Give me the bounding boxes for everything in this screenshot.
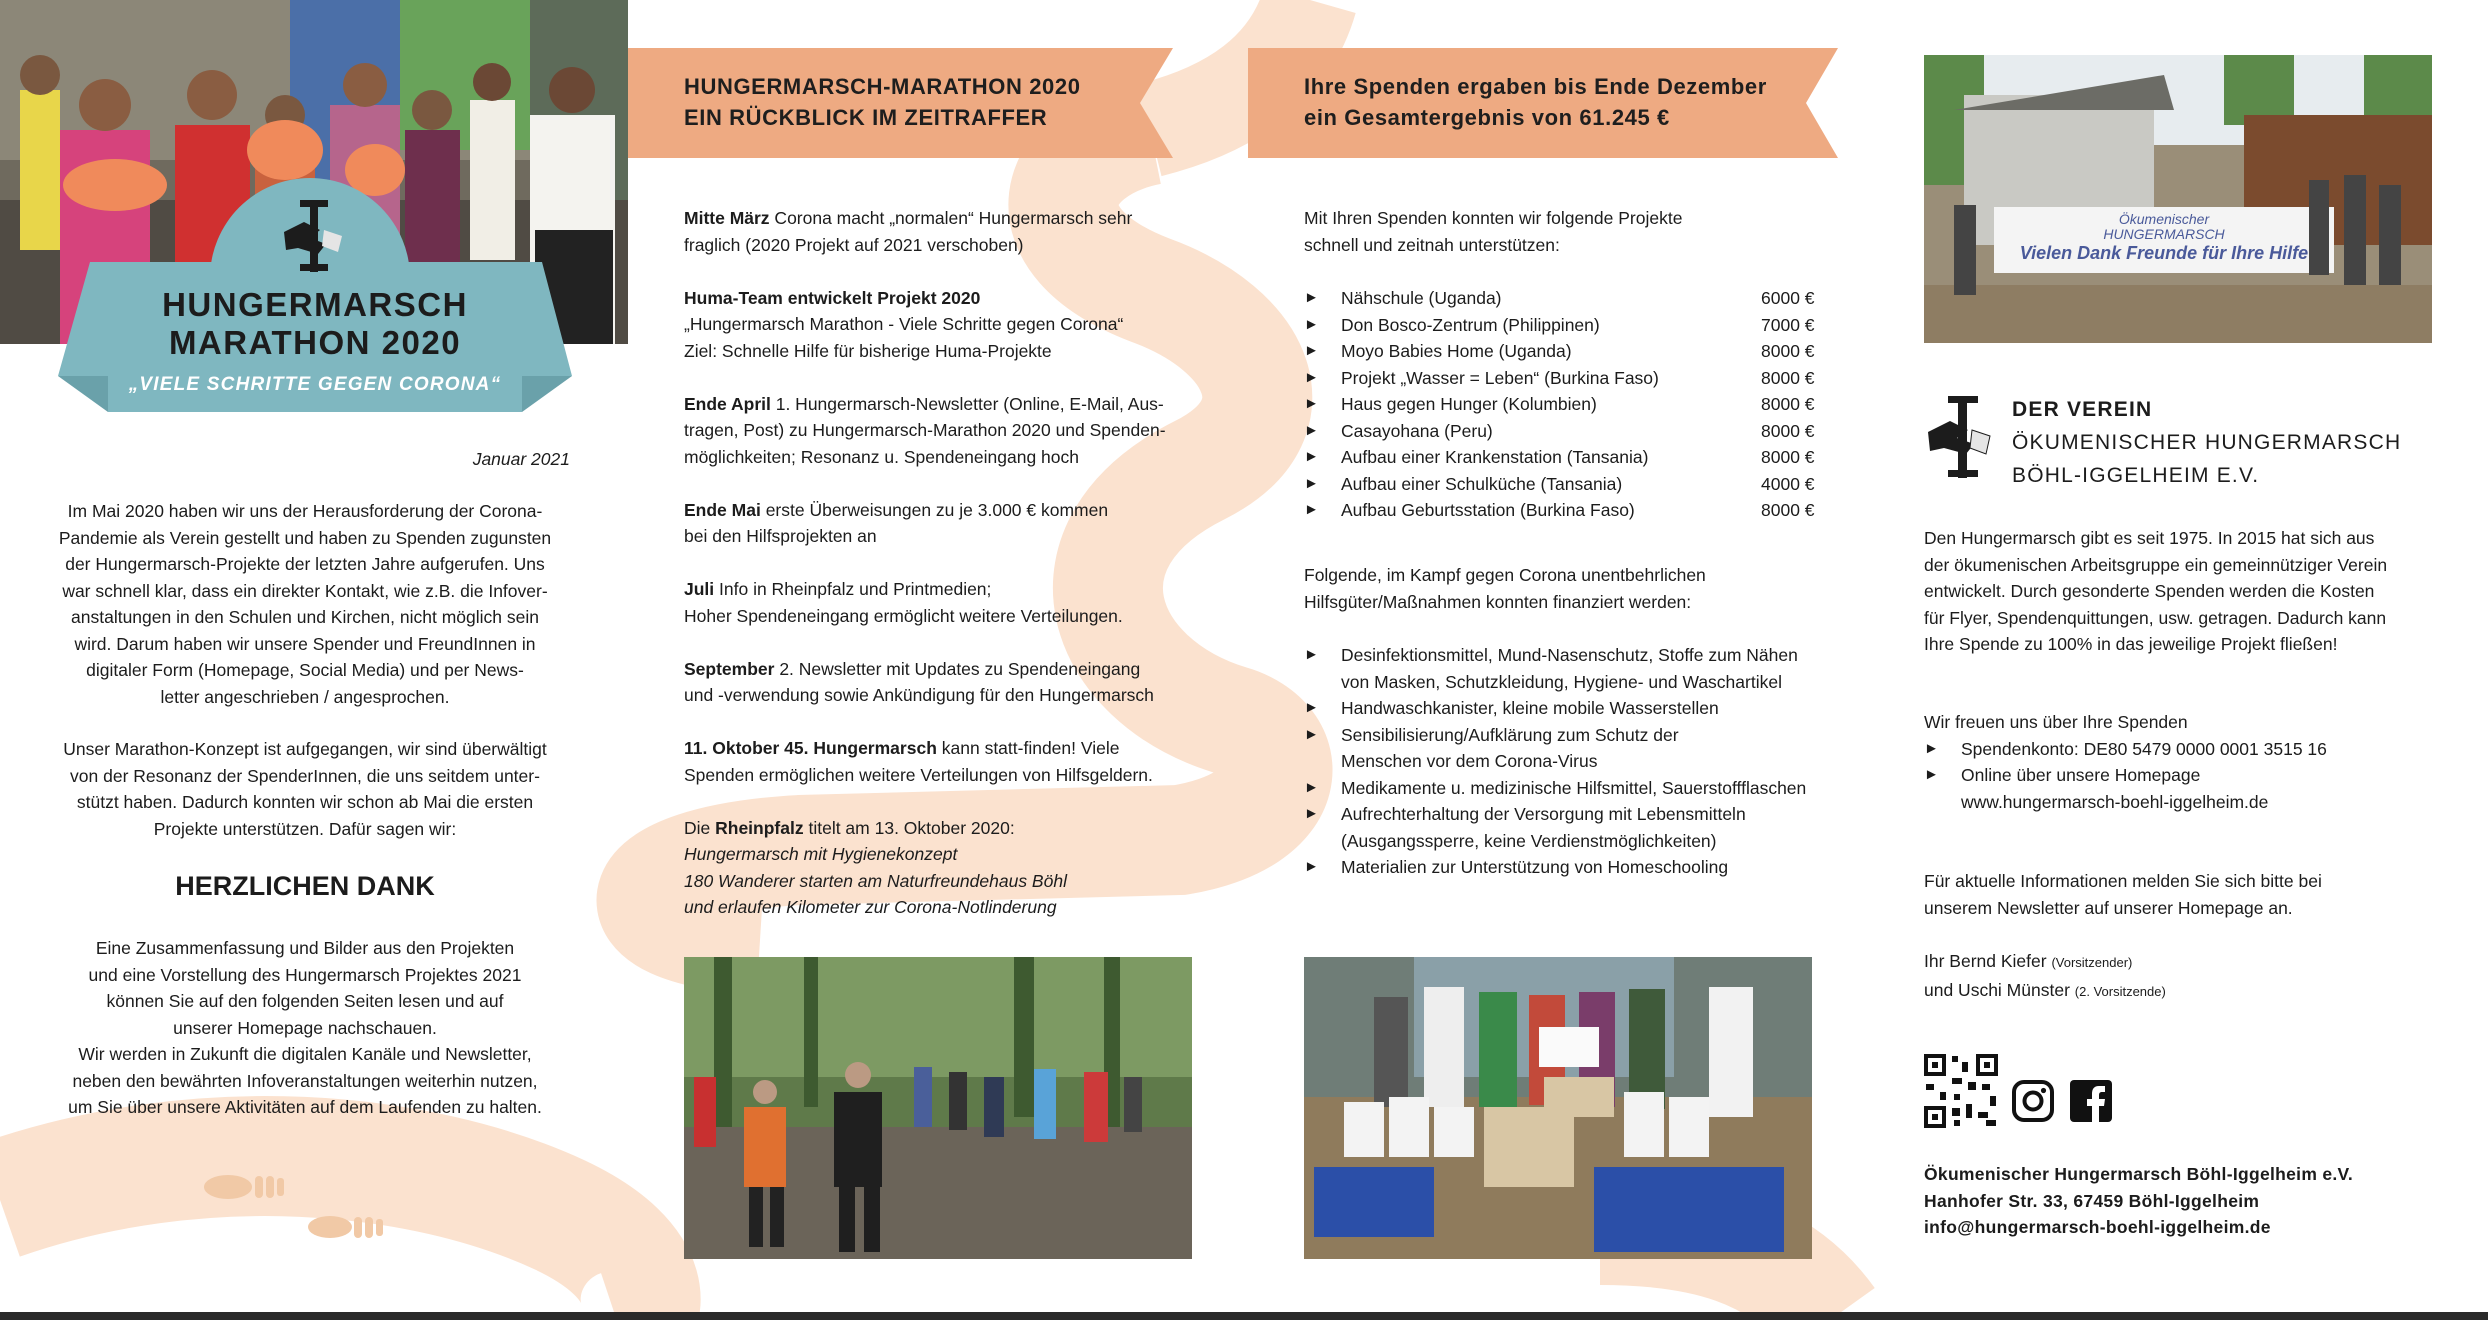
verein-heading-line3: BÖHL-IGGELHEIM E.V. — [2012, 464, 2260, 487]
result-banner-text — [1304, 71, 1824, 133]
timeline-entry-date: Ende Mai — [684, 499, 761, 520]
timeline-entry — [684, 656, 1224, 709]
project-amount: 8000 € — [1761, 500, 1815, 520]
goods-intro-line1: Folgende, im Kampf gegen Corona unentbehrlichen — [1304, 565, 1706, 585]
timeline-entry-text: tragen, Post) zu Hungermarsch-Marathon 2020 und Spenden- — [684, 420, 1166, 440]
goods-item — [1304, 695, 1864, 722]
project-name: Projekt „Wasser = Leben“ (Burkina Faso) — [1341, 367, 1659, 388]
timeline-entry-text: und -verwendung sowie Ankündigung für den Hungermarsch — [684, 685, 1154, 705]
timeline-banner-line2: EIN RÜCKBLICK IM ZEITRAFFER — [684, 105, 1048, 130]
signature-2-role: (2. Vorsitzende) — [2074, 983, 2166, 999]
intro-line: Pandemie als Verein gestellt und haben zu Spenden zugunsten — [58, 527, 552, 548]
intro-line: digitaler Form (Homepage, Social Media) und per News- — [86, 660, 524, 680]
goods-item-line: ► Materialien zur Unterstützung von Homeschooling — [1341, 857, 1729, 877]
goods-item — [1304, 722, 1864, 775]
timeline-entry-text: möglichkeiten; Resonanz u. Spendeneingang hoch — [684, 446, 1080, 467]
photo-hikers — [684, 957, 1192, 1259]
summary-line: um Sie über unsere Aktivitäten auf dem Laufenden zu halten. — [68, 1097, 542, 1117]
project-item — [1304, 338, 1864, 365]
about-line: für Flyer, Spendenquittungen, usw. getragen. Dadurch kann — [1924, 607, 2387, 628]
project-amount: 8000 € — [1761, 447, 1815, 467]
project-item — [1304, 444, 1864, 471]
timeline-entry-date: 11. Oktober 45. Hungermarsch — [684, 738, 937, 758]
goods-item-line: ► Sensibilisierung/Aufklärung zum Schutz der — [1341, 724, 1679, 745]
logo-title-line1: HUNGERMARSCH — [162, 286, 468, 323]
online-donation-label: Online über unsere Homepage — [1961, 765, 2201, 785]
signature-1-role: (Vorsitzender) — [2051, 955, 2133, 970]
intro-line: war schnell klar, dass ein direkter Kontakt, wie z.B. die Infover- — [62, 580, 548, 601]
timeline-entry-date: Juli — [684, 579, 715, 599]
summary-line: neben den bewährten Infoveranstaltungen weiterhin nutzen, — [72, 1070, 538, 1091]
thanks-heading: HERZLICHEN DANK — [175, 871, 435, 901]
newspaper-headline: Hungermarsch mit Hygienekonzept — [684, 844, 958, 864]
donation-list — [1924, 736, 2454, 816]
project-name: Moyo Babies Home (Uganda) — [1341, 341, 1572, 361]
project-amount: 7000 € — [1761, 314, 1815, 335]
timeline-entry-text: Corona macht „normalen“ Hungermarsch sehr — [769, 208, 1133, 228]
timeline-entry-text: kann statt-finden! Viele — [936, 738, 1120, 758]
project-item — [1304, 312, 1864, 339]
intro-line: wird. Darum haben wir unsere Spender und FreundInnen in — [74, 633, 536, 654]
photo-relief-goods — [1304, 957, 1812, 1259]
timeline-entry-text: fraglich (2020 Projekt auf 2021 verschoben) — [684, 234, 1024, 255]
intro-line: der Hungermarsch-Projekte der letzten Jahre aufgerufen. Uns — [65, 554, 545, 574]
timeline-entry-text: Spenden ermöglichen weitere Verteilungen von Hilfsgeldern. — [684, 764, 1153, 785]
concept-line: stützt haben. Dadurch konnten wir schon ab Mai die ersten — [76, 792, 534, 812]
project-name: Aufbau einer Krankenstation (Tansania) — [1341, 447, 1649, 467]
logo-title-line2: MARATHON 2020 — [168, 324, 462, 361]
newsletter-line1: Für aktuelle Informationen melden Sie sich bitte bei — [1924, 871, 2322, 891]
projects-intro-line2: schnell und zeitnah unterstützen: — [1304, 234, 1560, 255]
logo-title — [52, 286, 578, 362]
timeline-entry — [684, 391, 1224, 471]
about-line: entwickelt. Durch gesonderte Spenden werden die Kosten — [1924, 581, 2375, 601]
qr-code-icon[interactable] — [1924, 1054, 1998, 1128]
goods-item-line: ► Desinfektionsmittel, Mund-Nasenschutz, Stoffe zum Nähen — [1341, 645, 1798, 665]
goods-intro — [1304, 562, 1864, 615]
summary-paragraph — [40, 935, 570, 1121]
timeline-entry-date: Mitte März — [684, 208, 770, 228]
timeline-entry — [684, 497, 1224, 550]
verein-heading-line2: ÖKUMENISCHER HUNGERMARSCH — [2012, 431, 2402, 454]
projects-ul — [1304, 285, 1864, 524]
project-name: Casayohana (Peru) — [1341, 420, 1493, 441]
hungermarsch-logo-icon — [280, 200, 346, 272]
signature-1-name: Ihr Bernd Kiefer — [1924, 951, 2047, 971]
newspaper-headline: und erlaufen Kilometer zur Corona-Notlinderung — [684, 897, 1057, 917]
timeline-list — [684, 205, 1224, 947]
summary-line: können Sie auf den folgenden Seiten lesen und auf — [106, 991, 504, 1011]
timeline-banner-text — [684, 71, 1144, 133]
result-banner-line1: Ihre Spenden ergaben bis Ende Dezember — [1304, 74, 1767, 99]
projects-intro — [1304, 205, 1864, 258]
project-amount: 8000 € — [1761, 367, 1815, 388]
donation-info — [1924, 709, 2454, 815]
verein-heading-line1: DER VEREIN — [2012, 398, 2153, 421]
goods-item — [1304, 801, 1864, 854]
signature-block — [1924, 948, 2454, 1005]
photo-thank-you-banner — [1924, 55, 2432, 343]
project-name: Don Bosco-Zentrum (Philippinen) — [1341, 314, 1600, 335]
intro-paragraph — [40, 498, 570, 710]
instagram-icon[interactable] — [2012, 1080, 2054, 1122]
newsletter-line2: unserem Newsletter auf unserer Homepage an. — [1924, 897, 2293, 918]
timeline-banner-line1: HUNGERMARSCH-MARATHON 2020 — [684, 74, 1081, 99]
bottom-edge — [0, 1312, 2488, 1320]
photo-banner-lettering-line: HUNGERMARSCH — [2103, 226, 2225, 242]
homepage-link[interactable]: www.hungermarsch-boehl-iggelheim.de — [1961, 791, 2269, 812]
photo-banner-lettering-line: Vielen Dank Freunde für Ihre Hilfe — [2019, 243, 2309, 263]
goods-item-line: ► Aufrechterhaltung der Versorgung mit Lebensmitteln — [1341, 804, 1746, 824]
newsletter-info — [1924, 868, 2454, 921]
timeline-entry-date: Ende April — [684, 393, 771, 414]
about-paragraph — [1924, 525, 2454, 658]
project-amount: 4000 € — [1761, 473, 1815, 494]
project-name: Aufbau Geburtsstation (Burkina Faso) — [1341, 500, 1635, 520]
timeline-entry — [684, 576, 1224, 629]
summary-line: Wir werden in Zukunft die digitalen Kanäle und Newsletter, — [78, 1044, 532, 1064]
goods-item — [1304, 854, 1864, 881]
intro-line: letter angeschrieben / angesprochen. — [160, 686, 450, 707]
project-name: Aufbau einer Schulküche (Tansania) — [1341, 473, 1623, 494]
project-item — [1304, 391, 1864, 418]
goods-item-line: Menschen vor dem Corona-Virus — [1341, 751, 1598, 771]
timeline-entry — [684, 815, 1224, 921]
project-item — [1304, 365, 1864, 392]
goods-item — [1304, 642, 1864, 695]
facebook-icon[interactable] — [2070, 1080, 2112, 1122]
goods-ul — [1304, 642, 1864, 881]
email-link[interactable]: info@hungermarsch-boehl-iggelheim.de — [1924, 1217, 2271, 1237]
timeline-entry — [684, 735, 1224, 788]
verein-logo-icon — [1924, 396, 1994, 478]
goods-item-line: (Ausgangssperre, keine Verdienstmöglichkeiten) — [1341, 830, 1717, 851]
project-amount: 8000 € — [1761, 394, 1815, 414]
result-banner-line2: ein Gesamtergebnis von 61.245 € — [1304, 105, 1670, 130]
photo-banner-lettering-line: Ökumenischer — [2118, 211, 2210, 227]
concept-paragraph — [40, 736, 570, 842]
donation-intro: Wir freuen uns über Ihre Spenden — [1924, 712, 2188, 732]
summary-line: und eine Vorstellung des Hungermarsch Projektes 2021 — [88, 964, 522, 985]
intro-line: Im Mai 2020 haben wir uns der Herausforderung der Corona- — [67, 501, 543, 521]
concept-line: Projekte unterstützen. Dafür sagen wir: — [153, 818, 457, 839]
timeline-entry-text: „Hungermarsch Marathon - Viele Schritte gegen Corona“ — [684, 314, 1124, 334]
timeline-entry-text: 2. Newsletter mit Updates zu Spendeneingang — [774, 658, 1141, 679]
footprint-icon — [200, 1160, 420, 1250]
project-amount: 8000 € — [1761, 341, 1815, 361]
date-label: Januar 2021 — [472, 449, 570, 469]
newspaper-headline: 180 Wanderer starten am Naturfreundehaus Böhl — [684, 870, 1067, 891]
project-item — [1304, 418, 1864, 445]
timeline-entry-date: Rheinpfalz — [715, 817, 804, 838]
goods-item-line: ► Medikamente u. medizinische Hilfsmittel, Sauerstoffflaschen — [1341, 777, 1807, 798]
online-donation — [1924, 762, 2454, 815]
goods-item — [1304, 775, 1864, 802]
timeline-entry-text: Info in Rheinpfalz und Printmedien; — [714, 579, 992, 599]
bank-account: ► Spendenkonto: DE80 5479 0000 0001 3515 16 — [1924, 736, 2454, 763]
signature-2-name: und Uschi Münster — [1924, 979, 2070, 1000]
project-item — [1304, 285, 1864, 312]
intro-line: anstaltungen in den Schulen und Kirchen, nicht möglich sein — [71, 607, 539, 627]
signature-2 — [1924, 977, 2454, 1006]
timeline-entry-text: 1. Hungermarsch-Newsletter (Online, E-Mail, Aus- — [770, 393, 1164, 414]
about-line: Den Hungermarsch gibt es seit 1975. In 2015 hat sich aus — [1924, 528, 2375, 548]
address-block — [1924, 1161, 2464, 1241]
about-line: Ihre Spende zu 100% in das jeweilige Projekt fließen! — [1924, 634, 2338, 654]
project-item — [1304, 497, 1864, 524]
project-amount: 6000 € — [1761, 288, 1815, 308]
timeline-entry — [684, 205, 1224, 258]
signature-1 — [1924, 948, 2454, 977]
timeline-entry-text: erste Überweisungen zu je 3.000 € kommen — [760, 499, 1109, 520]
timeline-entry-text: Hoher Spendeneingang ermöglicht weitere Verteilungen. — [684, 605, 1123, 626]
goods-list — [1304, 642, 1864, 881]
project-item — [1304, 471, 1864, 498]
photo-banner-lettering — [1994, 212, 2334, 264]
summary-line: Eine Zusammenfassung und Bilder aus den Projekten — [95, 938, 515, 958]
timeline-entry-date: September — [684, 658, 775, 679]
timeline-entry-text: titelt am 13. Oktober 2020: — [803, 817, 1015, 838]
project-name: Haus gegen Hunger (Kolumbien) — [1341, 394, 1597, 414]
about-line: der ökumenischen Arbeitsgruppe ein gemeinnütziger Verein — [1924, 554, 2388, 575]
project-amount: 8000 € — [1761, 420, 1815, 441]
concept-line: von der Resonanz der SpenderInnen, die uns seitdem unter- — [70, 765, 540, 786]
project-name: Nähschule (Uganda) — [1341, 288, 1502, 308]
timeline-entry-text: Die — [684, 817, 716, 838]
timeline-entry — [684, 285, 1224, 365]
timeline-entry-date: Huma-Team entwickelt Projekt 2020 — [684, 287, 981, 308]
summary-line: unserer Homepage nachschauen. — [173, 1017, 437, 1038]
projects-intro-line1: Mit Ihren Spenden konnten wir folgende Projekte — [1304, 208, 1683, 228]
verein-heading — [2012, 393, 2452, 492]
timeline-entry-text: bei den Hilfsprojekten an — [684, 526, 877, 546]
goods-item-line: von Masken, Schutzkleidung, Hygiene- und Waschartikel — [1341, 671, 1782, 692]
address-street: Hanhofer Str. 33, 67459 Böhl-Iggelheim — [1924, 1190, 2260, 1211]
address-org: Ökumenischer Hungermarsch Böhl-Iggelheim e.V. — [1924, 1164, 2354, 1184]
goods-item-line: ► Handwaschkanister, kleine mobile Wasserstellen — [1341, 698, 1719, 718]
projects-list — [1304, 285, 1864, 524]
concept-line: Unser Marathon-Konzept ist aufgegangen, wir sind überwältigt — [63, 739, 547, 759]
goods-intro-line2: Hilfsgüter/Maßnahmen konnten finanziert werden: — [1304, 591, 1692, 612]
timeline-entry-text: Ziel: Schnelle Hilfe für bisherige Huma-Projekte — [684, 340, 1052, 361]
logo-subtitle: „VIELE SCHRITTE GEGEN CORONA“ — [128, 374, 502, 395]
